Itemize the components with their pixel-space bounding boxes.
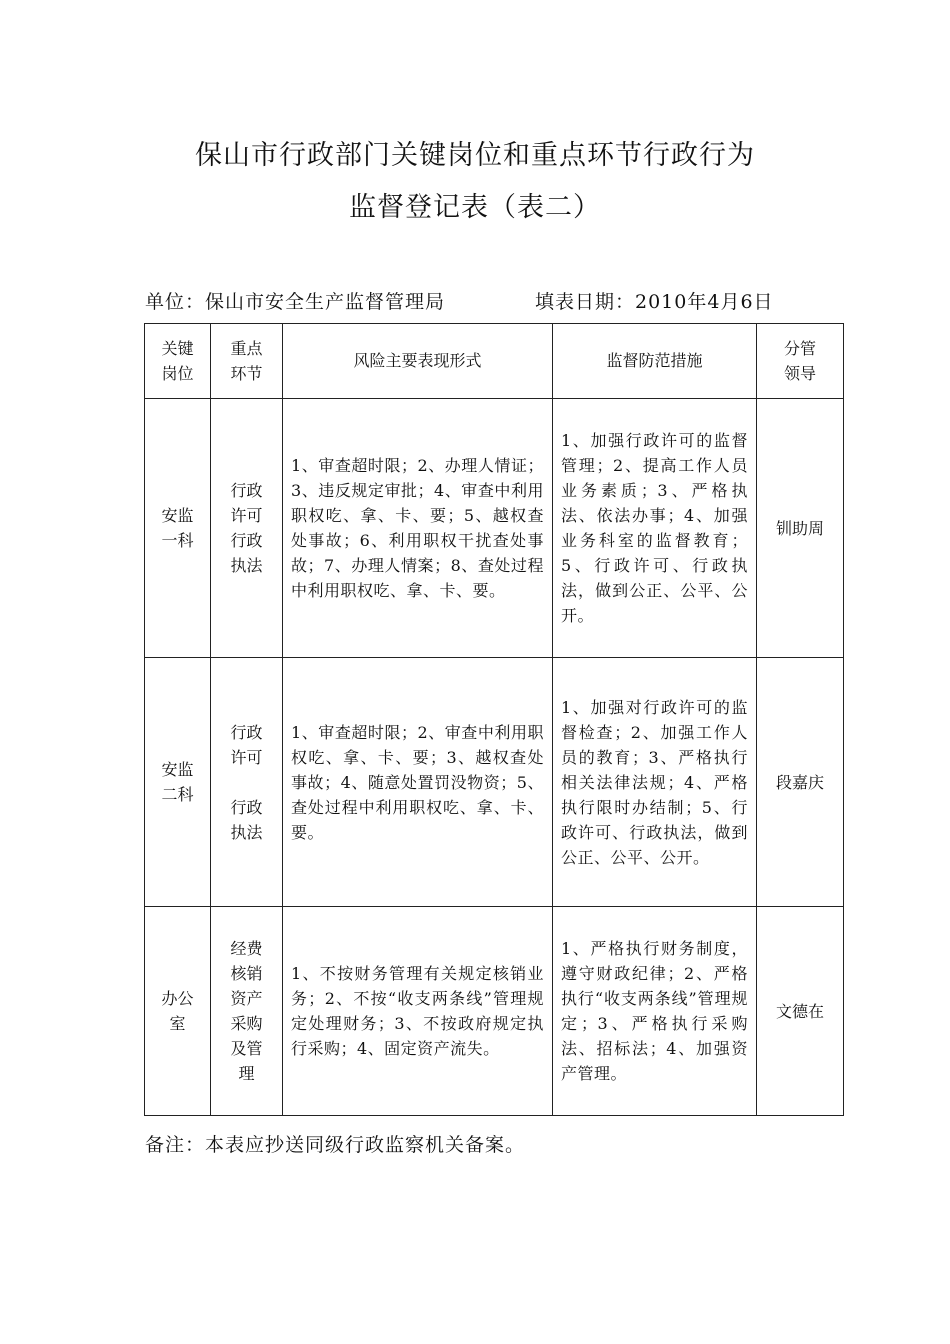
risk-cell: 1、不按财务管理有关规定核销业务；2、不按“收支两条线”管理规定处理财务；3、不按政府规定执行采购；4、固定资产流失。 (283, 907, 553, 1116)
fill-date: 填表日期：2010年4月6日 (535, 291, 774, 313)
header-link: 重点环节 (211, 324, 283, 399)
form-title-line-1: 保山市行政部门关键岗位和重点环节行政行为 (195, 140, 755, 171)
table-row (145, 907, 844, 1116)
measures-cell: 1、严格执行财务制度，遵守财政纪律；2、严格执行“收支两条线”管理规定；3、严格执行采购法、招标法；4、加强资产管理。 (553, 907, 757, 1116)
header-measures: 监督防范措施 (553, 324, 757, 399)
position-cell: 安监二科 (145, 658, 211, 907)
header-position: 关键岗位 (145, 324, 211, 399)
link-cell: 经费核销资产采购及管理 (211, 907, 283, 1116)
link-cell (211, 658, 283, 907)
measures-cell: 1、加强行政许可的监督管理；2、提高工作人员业务素质；3、严格执法、依法办事；4、加强业务科室的监督教育；5、行政许可、行政执法，做到公正、公平、公开。 (553, 399, 757, 658)
table-row (145, 399, 844, 658)
unit-label: 单位：保山市安全生产监督管理局 (145, 291, 446, 313)
form-meta (145, 287, 774, 314)
link-cell: 行政许可行政执法 (211, 399, 283, 658)
link-part-b: 行政执法 (230, 797, 263, 842)
risk-cell: 1、审查超时限；2、审查中利用职权吃、拿、卡、要；3、越权查处事故；4、随意处置罚没物资；5、查处过程中利用职权吃、拿、卡、要。 (283, 658, 553, 907)
supervision-register-table (144, 323, 844, 1116)
leader-cell: 段嘉庆 (757, 658, 844, 907)
risk-cell: 1、审查超时限；2、办理人情证；3、违反规定审批；4、审查中利用职权吃、拿、卡、要；5、越权查处事故；6、利用职权干扰查处事故；7、办理人情案；8、查处过程中利用职权吃、拿、卡、要。 (283, 399, 553, 658)
header-leader: 分管领导 (757, 324, 844, 399)
leader-cell: 钏助周 (757, 399, 844, 658)
link-part-a: 行政许可 (230, 722, 263, 767)
header-risk: 风险主要表现形式 (283, 324, 553, 399)
position-cell: 安监一科 (145, 399, 211, 658)
position-cell: 办公室 (145, 907, 211, 1116)
form-title-line-2: 监督登记表（表二） (349, 192, 601, 223)
leader-cell: 文德在 (757, 907, 844, 1116)
table-header-row (145, 324, 844, 399)
measures-cell: 1、加强对行政许可的监督检查；2、加强工作人员的教育；3、严格执行相关法律法规；4、严格执行限时办结制；5、行政许可、行政执法，做到公正、公平、公开。 (553, 658, 757, 907)
table-row (145, 658, 844, 907)
remark-note: 备注：本表应抄送同级行政监察机关备案。 (145, 1134, 526, 1156)
